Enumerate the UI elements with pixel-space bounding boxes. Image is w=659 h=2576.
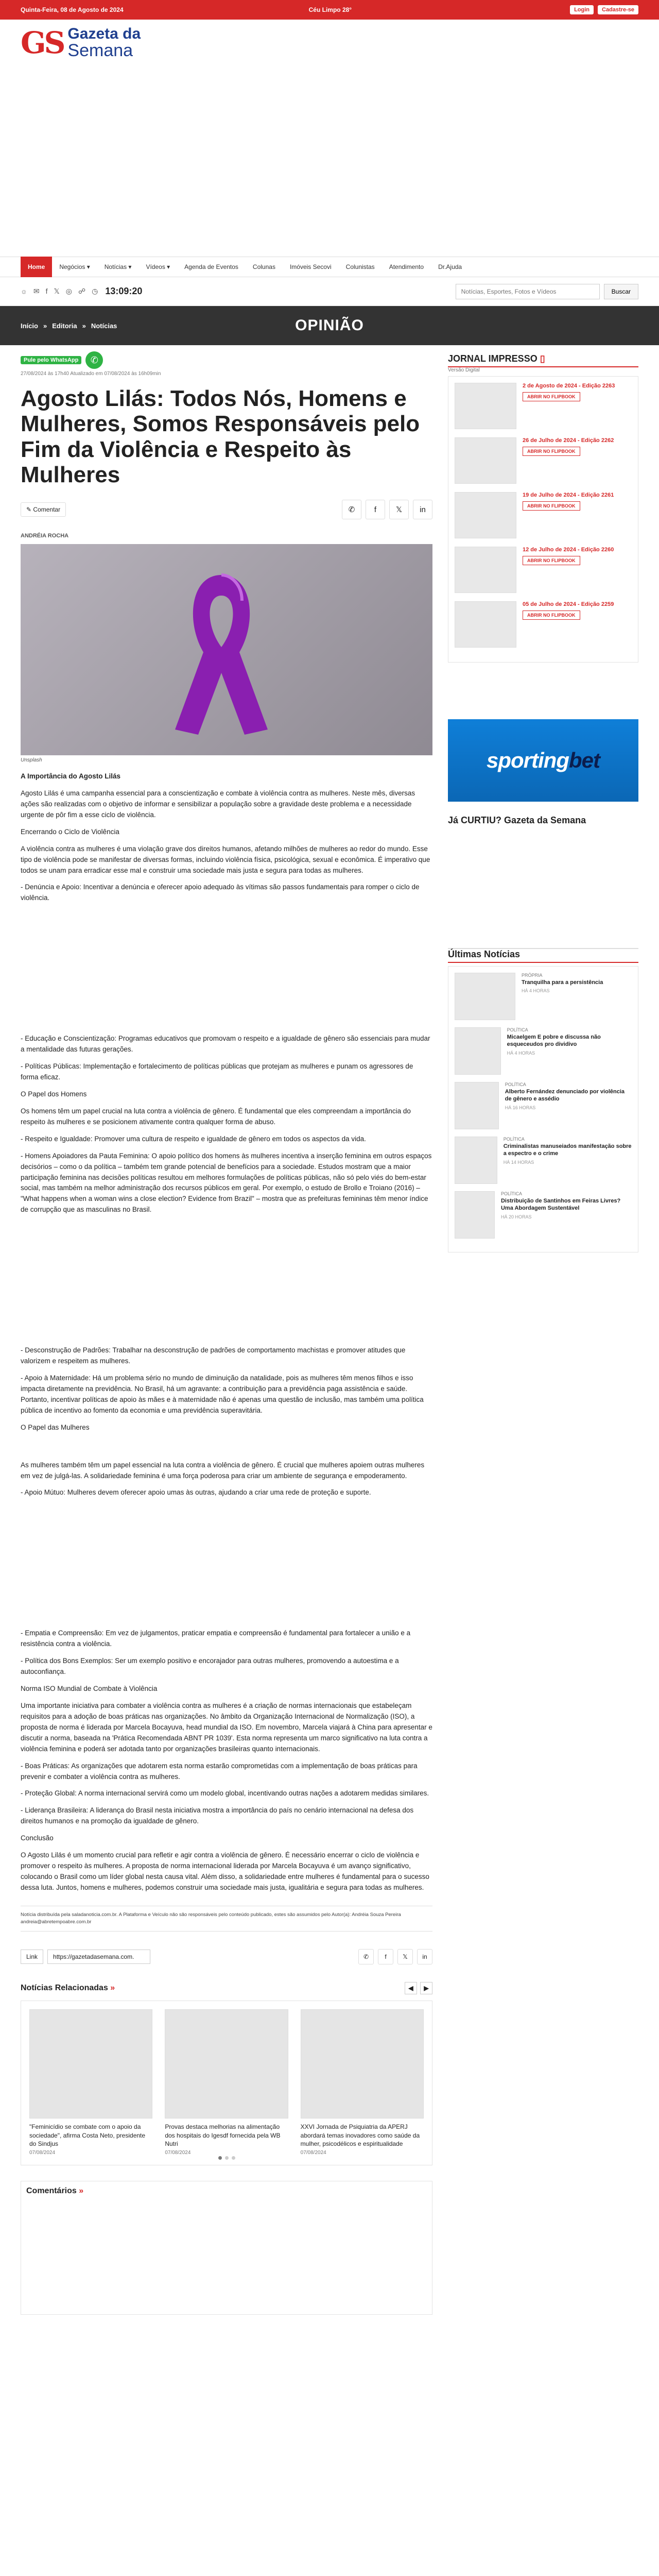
bottom-share-buttons bbox=[358, 1949, 432, 1964]
news-category: PRÓPRIA bbox=[522, 973, 543, 978]
news-title[interactable]: Criminalistas manuseiados manifestação sobre a espectro e o crime bbox=[503, 1143, 632, 1157]
flipbook-button[interactable]: ABRIR NO FLIPBOOK bbox=[523, 611, 580, 620]
nav-item[interactable]: Notícias ▾ bbox=[104, 263, 132, 270]
comment-button[interactable] bbox=[21, 502, 66, 517]
news-item[interactable] bbox=[455, 1191, 632, 1239]
facebook-share-icon[interactable]: f bbox=[366, 500, 385, 519]
article-title: Agosto Lilás: Todos Nós, Homens e Mulheres, Somos Responsáveis pelo Fim da Violência e Respeito às Mulheres bbox=[21, 386, 420, 487]
carousel-dots bbox=[21, 2156, 432, 2160]
article-paragraph: - Políticas Públicas: Implementação e fortalecimento de políticas públicas que protejam as mulheres e punam os agressores de forma eficaz. bbox=[21, 1062, 413, 1081]
news-time: HÁ 16 HORAS bbox=[505, 1105, 536, 1110]
inline-ad-space-3 bbox=[21, 1498, 432, 1622]
nav-item[interactable]: Agenda de Eventos bbox=[184, 263, 238, 270]
clock-readout: 13:09:20 bbox=[105, 286, 143, 296]
related-header bbox=[21, 1982, 432, 1994]
photo-caption: Unsplash bbox=[21, 757, 42, 764]
related-title-text: Provas destaca melhorias na alimentação dos hospitais do Igesdf fornecida pela WB Nutri bbox=[165, 2123, 281, 2147]
jornal-header bbox=[448, 353, 638, 367]
comment-label: Comentar bbox=[33, 506, 61, 514]
news-text bbox=[504, 1137, 632, 1184]
instagram-icon[interactable]: ◎ bbox=[65, 287, 72, 295]
linkedin-share-icon[interactable]: in bbox=[417, 1949, 432, 1964]
jornal-subtitle: Versão Digital bbox=[448, 367, 480, 373]
account-actions bbox=[570, 5, 638, 14]
search-input[interactable] bbox=[456, 284, 600, 299]
edition-cover bbox=[455, 492, 516, 538]
section-title: OPINIÃO bbox=[295, 317, 364, 334]
flipbook-button[interactable]: ABRIR NO FLIPBOOK bbox=[523, 447, 580, 456]
news-title[interactable]: Alberto Fernández denunciado por violência de gênero e assédio bbox=[505, 1089, 625, 1103]
social-like-box bbox=[448, 815, 638, 949]
related-nav bbox=[405, 1982, 432, 1994]
breadcrumb-separator: » bbox=[82, 321, 86, 330]
edition-text bbox=[523, 492, 614, 538]
article-paragraph: Os homens têm um papel crucial na luta contra a violência de gênero. É fundamental que eles compreendam a importância do respeito às mulheres e se posicionem ativamente contra qualquer forma de abuso. bbox=[21, 1107, 411, 1126]
news-title[interactable]: Tranquilha para a persistência bbox=[522, 979, 603, 986]
edition-title: 05 de Julho de 2024 - Edição 2259 bbox=[523, 601, 614, 607]
article-paragraph: Uma importante iniciativa para combater a violência contra as mulheres é a criação de normas internacionais que estabeleçam requisitos para a adoção de boas práticas nas organizações. No âmbito da Organização Internacional de Normalização (ISO), a proposta de norma é liderada por Marcela Bocayuva, head mundial da ISO. Em novembro, Marcela viajará à China para apresentar e discutir a norma, baseada na 'Prática Recomendada ABNT PR 1039'. Esta norma representa um marco significativo na luta contra a violência feminina e poderá ser adotada tanto por organizações brasileiras quanto internacionais. bbox=[21, 1702, 432, 1753]
edition-item[interactable] bbox=[455, 492, 632, 538]
comment-icon: ✎ bbox=[26, 506, 33, 514]
linkedin-share-icon[interactable]: in bbox=[413, 500, 432, 519]
news-text bbox=[522, 973, 603, 1020]
logo-line-2: Semana bbox=[67, 41, 133, 60]
article-paragraph: Agosto Lilás é uma campanha essencial para a conscientização e combate à violência contra as mulheres. Neste mês, diversas ações são realizadas com o objetivo de informar e sensibilizar a população sobre a gravidade deste problema e a necessidade urgente de pôr fim a esse ciclo de violência. bbox=[21, 789, 415, 819]
news-thumbnail bbox=[455, 1027, 501, 1075]
news-item[interactable] bbox=[455, 1027, 632, 1075]
news-category: POLÍTICA bbox=[500, 1191, 522, 1196]
article-paragraph: A violência contra as mulheres é uma violação grave dos direitos humanos, afetando milhões de mulheres ao redor do mundo. Esse tipo de violência pode se manifestar de diversas formas, incluindo violência física, psicológica, sexual e econômica. É imperativo que todos se unam para erradicar esse mal e construir uma sociedade mais justa e segura para todas as mulheres. bbox=[21, 844, 430, 874]
share-icon[interactable]: ✉ bbox=[33, 287, 40, 295]
edition-item[interactable] bbox=[455, 547, 632, 593]
news-category: POLÍTICA bbox=[503, 1137, 525, 1142]
article-disclaimer: Notícia distribuída pela saladanoticia.com.br. A Plataforma e Veículo não são responsáveis pelo conteúdo publicado, estes são assumidos pelo Autor(a): Andréia Souza Pereira andreia@abretempoabre.com.br bbox=[21, 1906, 432, 1932]
news-thumbnail bbox=[455, 1082, 499, 1129]
article-paragraph: - Apoio Mútuo: Mulheres devem oferecer apoio umas às outras, ajudando a criar uma rede de proteção e suporte. bbox=[21, 1488, 371, 1497]
share-row bbox=[21, 500, 432, 519]
weather-readout: Céu Limpo 28° bbox=[308, 6, 352, 13]
comments-title: Comentários bbox=[26, 2187, 77, 2196]
header-ad-space bbox=[0, 66, 659, 257]
edition-title: 26 de Julho de 2024 - Edição 2262 bbox=[523, 437, 614, 444]
article-paragraph: - Respeito e Igualdade: Promover uma cultura de respeito e igualdade de gênero em todos os aspectos da vida. bbox=[21, 1134, 366, 1143]
news-time: HÁ 4 HORAS bbox=[522, 988, 550, 994]
related-image bbox=[29, 2009, 152, 2119]
link-label: Link bbox=[21, 1950, 43, 1964]
facebook-icon[interactable]: f bbox=[45, 287, 48, 295]
nav-item[interactable]: Home bbox=[21, 257, 52, 277]
related-title-text: "Feminicídio se combate com o apoio da sociedade", afirma Costa Neto, presidente do Sindjus bbox=[29, 2123, 146, 2147]
main-nav bbox=[0, 257, 659, 277]
top-bar bbox=[0, 0, 659, 20]
whatsapp-share-icon[interactable]: ✆ bbox=[342, 500, 361, 519]
news-time: HÁ 14 HORAS bbox=[503, 1159, 534, 1165]
related-image bbox=[165, 2009, 288, 2119]
flipbook-button[interactable]: ABRIR NO FLIPBOOK bbox=[523, 556, 580, 565]
article-author: ANDRÉIA ROCHA bbox=[21, 533, 69, 539]
edition-cover bbox=[455, 547, 516, 593]
nav-item[interactable]: Dr.Ajuda bbox=[438, 263, 462, 270]
related-date: 07/08/2024 bbox=[300, 2149, 326, 2156]
jornal-title: JORNAL IMPRESSO bbox=[448, 353, 537, 364]
news-thumbnail bbox=[455, 1191, 495, 1239]
whatsapp-tag[interactable]: Pule pelo WhatsApp bbox=[21, 356, 81, 364]
logo-line-1: Gazeta da bbox=[67, 25, 141, 42]
next-arrow-icon[interactable]: ▶ bbox=[420, 1982, 432, 1994]
link-url-field[interactable]: https://gazetadasemana.com. bbox=[47, 1950, 150, 1964]
article-paragraph: Conclusão bbox=[21, 1834, 54, 1842]
nav-item[interactable]: Colunistas bbox=[345, 263, 375, 270]
article-paragraph: As mulheres também têm um papel essencial na luta contra a violência de gênero. É crucial que mulheres apoiem outras mulheres em vez de julgá-las. A solidariedade feminina é uma força poderosa para criar um ambiente de segurança e empoderamento. bbox=[21, 1461, 425, 1480]
related-card[interactable] bbox=[29, 2009, 152, 2157]
prev-arrow-icon[interactable]: ◀ bbox=[405, 1982, 417, 1994]
nav-item[interactable]: Negócios ▾ bbox=[59, 263, 90, 270]
news-category: POLÍTICA bbox=[507, 1027, 528, 1032]
related-date: 07/08/2024 bbox=[165, 2149, 191, 2156]
article-paragraph: - Proteção Global: A norma internacional servirá como um modelo global, incentivando outras nações a adotarem medidas similares. bbox=[21, 1789, 429, 1798]
news-category: POLÍTICA bbox=[505, 1082, 526, 1087]
news-title[interactable]: Micaelgem E pobre e discussa não esqueceudos pro dividivo bbox=[507, 1034, 601, 1048]
news-text bbox=[507, 1027, 632, 1075]
article-paragraph: - Empatia e Compreensão: Em vez de julgamentos, praticar empatia e compreensão é fundamental para fortalecer a união e a resistência contra a violência. bbox=[21, 1629, 411, 1648]
article-paragraph: - Boas Práticas: As organizações que adotarem esta norma estarão comprometidas com a implementação de boas práticas para prevenir e combater a violência contra as mulheres. bbox=[21, 1761, 418, 1781]
social-icons bbox=[21, 287, 98, 296]
news-text bbox=[501, 1191, 632, 1239]
breadcrumb-separator: » bbox=[43, 321, 47, 330]
news-item[interactable] bbox=[455, 973, 632, 1020]
article-paragraph: - Liderança Brasileira: A liderança do Brasil nesta iniciativa mostra a importância do país no cenário internacional na defesa dos direitos humanos e na promoção da igualdade de gênero. bbox=[21, 1806, 414, 1825]
share-buttons bbox=[342, 500, 432, 519]
edition-text bbox=[523, 601, 614, 648]
ultimas-list bbox=[448, 966, 638, 1252]
edition-item[interactable] bbox=[455, 437, 632, 484]
inline-ad-space-1 bbox=[21, 904, 432, 1027]
related-carousel bbox=[21, 2001, 432, 2165]
x-share-icon[interactable]: 𝕏 bbox=[397, 1949, 413, 1964]
article-paragraph: Encerrando o Ciclo de Violência bbox=[21, 827, 119, 836]
logo-row bbox=[0, 20, 659, 66]
article-tags bbox=[21, 351, 432, 369]
breadcrumb-item[interactable]: Notícias bbox=[91, 321, 117, 330]
article-photo bbox=[21, 544, 432, 755]
site-logo-mark[interactable] bbox=[21, 25, 63, 60]
edition-item[interactable] bbox=[455, 601, 632, 648]
article-paragraph: - Homens Apoiadores da Pauta Feminina: O apoio político dos homens às mulheres incentiva a inserção feminina em outros espaços decisórios – como o da política – também tem grande potencial de benefícios para a sociedade. Estudos mostram que a maior participação feminina nas decisões políticas resultou em melhores formulações de políticas públicas, não só pelo viés do bem-estar social, mas também na melhor administração dos recursos públicos em geral. Por exemplo, o estudo de Brollo e Troiano (2016) – "What happens when a woman wins a close election? Evidence from Brazil" – mostra que as prefeituras femininas têm menor índice de corrupção que as masculinas no Brasil. bbox=[21, 1151, 432, 1214]
content-layout bbox=[0, 345, 659, 2315]
search-box bbox=[456, 284, 638, 299]
logo-mark-text: GS bbox=[21, 25, 64, 60]
x-icon[interactable]: 𝕏 bbox=[54, 287, 60, 295]
whatsapp-icon[interactable]: ✆ bbox=[85, 351, 103, 369]
current-date: Quinta-Feira, 08 de Agosto de 2024 bbox=[21, 6, 124, 13]
edition-text bbox=[523, 547, 614, 593]
article-paragraph: O Papel dos Homens bbox=[21, 1090, 87, 1098]
article-paragraph: - Desconstrução de Padrões: Trabalhar na desconstrução de padrões de comportamento machistas e promover atitudes que valorizem e respeitem as mulheres. bbox=[21, 1346, 406, 1365]
news-thumbnail bbox=[455, 973, 515, 1020]
news-item[interactable] bbox=[455, 1137, 632, 1184]
article-paragraph: A Importância do Agosto Lilás bbox=[21, 772, 121, 781]
edition-cover bbox=[455, 601, 516, 648]
x-share-icon[interactable]: 𝕏 bbox=[389, 500, 409, 519]
nav-item[interactable]: Colunas bbox=[252, 263, 275, 270]
sportingbet-ad[interactable] bbox=[448, 719, 638, 802]
nav-item[interactable]: Imóveis Secovi bbox=[289, 263, 332, 270]
ad-text-b: bet bbox=[568, 748, 600, 772]
breadcrumb bbox=[21, 322, 117, 330]
edition-title: 19 de Julho de 2024 - Edição 2261 bbox=[523, 492, 614, 498]
article-body bbox=[21, 771, 432, 1893]
breadcrumb-item[interactable]: Início bbox=[21, 321, 38, 330]
sub-nav bbox=[0, 277, 659, 306]
article-paragraph: O Agosto Lilás é um momento crucial para refletir e agir contra a violência de gênero. É necessário encerrar o ciclo de violência e promover o respeito às mulheres. A proposta de norma internacional liderada por Marcela Bocayuva é um avanço significativo, colocando o Brasil como um líder global nesta causa vital. Além disso, a solidariedade entre mulheres é fundamental para o sucesso dessa luta. Juntos, homens e mulheres, podemos construir uma sociedade mais justa, igualitária e segura para todas as mulheres. bbox=[21, 1851, 429, 1891]
edition-title: 12 de Julho de 2024 - Edição 2260 bbox=[523, 547, 614, 553]
ad-text-a: sporting bbox=[487, 748, 569, 772]
rss-icon[interactable]: ☍ bbox=[78, 287, 86, 295]
article-column bbox=[21, 345, 432, 2315]
purple-ribbon-image bbox=[154, 565, 288, 740]
article-paragraph: - Denúncia e Apoio: Incentivar a denúncia e oferecer apoio adequado às vítimas são passos fundamentais para romper o ciclo de violência. bbox=[21, 883, 420, 902]
news-item[interactable] bbox=[455, 1082, 632, 1129]
edition-title: 2 de Agosto de 2024 - Edição 2263 bbox=[523, 383, 615, 389]
related-image bbox=[301, 2009, 424, 2119]
whatsapp-share-icon[interactable]: ✆ bbox=[358, 1949, 374, 1964]
chevron-right-icon: » bbox=[76, 2187, 84, 2196]
phone-icon: ▯ bbox=[540, 353, 545, 364]
facebook-share-icon[interactable]: f bbox=[378, 1949, 393, 1964]
article-meta: 27/08/2024 às 17h40 Atualizado em 07/08/2024 às 16h09min bbox=[21, 371, 161, 377]
edition-text bbox=[523, 383, 615, 429]
edition-item[interactable] bbox=[455, 383, 632, 429]
signup-button[interactable]: Cadastre-se bbox=[598, 5, 638, 14]
article-paragraph: - Política dos Bons Exemplos: Ser um exemplo positivo e encorajador para outras mulheres, promovendo a autoestima e a autoconfiança. bbox=[21, 1657, 399, 1676]
related-title: Notícias Relacionadas bbox=[21, 1984, 108, 1993]
sidebar bbox=[448, 345, 638, 2315]
edition-cover bbox=[455, 437, 516, 484]
related-title-text: XXVI Jornada de Psiquiatria da APERJ abordará temas inovadores como saúde da mulher, psicodélicos e espiritualidade bbox=[300, 2123, 420, 2147]
carousel-dot[interactable] bbox=[218, 2156, 222, 2160]
carousel-dot[interactable] bbox=[232, 2156, 235, 2160]
carousel-dot[interactable] bbox=[225, 2156, 229, 2160]
edition-text bbox=[523, 437, 614, 484]
weather-icon[interactable]: ☼ bbox=[21, 287, 27, 295]
ultimas-title: Últimas Notícias bbox=[448, 949, 638, 963]
related-card[interactable] bbox=[165, 2009, 288, 2157]
curtiu-title: Já CURTIU? Gazeta da Semana bbox=[448, 815, 586, 825]
related-date: 07/08/2024 bbox=[29, 2149, 56, 2156]
nav-item[interactable]: Vídeos ▾ bbox=[146, 263, 170, 270]
news-time: HÁ 4 HORAS bbox=[507, 1050, 535, 1056]
flipbook-button[interactable]: ABRIR NO FLIPBOOK bbox=[523, 501, 580, 511]
news-text bbox=[505, 1082, 632, 1129]
link-row bbox=[21, 1949, 432, 1964]
flipbook-button[interactable]: ABRIR NO FLIPBOOK bbox=[523, 392, 580, 401]
news-time: HÁ 20 HORAS bbox=[500, 1214, 532, 1219]
article-paragraph: - Educação e Conscientização: Programas educativos que promovam o respeito e a igualdade de gênero são essenciais para mudar a mentalidade das futuras gerações. bbox=[21, 1035, 430, 1054]
login-button[interactable]: Login bbox=[570, 5, 594, 14]
news-title[interactable]: Distribuição de Santinhos em Feiras Livres? Uma Abordagem Sustentável bbox=[500, 1198, 621, 1212]
breadcrumb-item[interactable]: Editoria bbox=[52, 321, 77, 330]
related-card[interactable] bbox=[301, 2009, 424, 2157]
editions-list bbox=[448, 376, 638, 663]
comments-section bbox=[21, 2181, 432, 2315]
inline-ad-space-2 bbox=[21, 1215, 432, 1339]
nav-item[interactable]: Atendimento bbox=[389, 263, 424, 270]
site-logo-text[interactable] bbox=[67, 26, 141, 59]
article-paragraph: - Apoio à Maternidade: Há um problema sério no mundo de diminuição da natalidade, pois as mulheres têm menos filhos e isso impacta diretamente na previdência. No Brasil, há um agravante: a contribuição para a previdência paga assistência e saúde. Portanto, incentivar políticas de apoio às mães e à maternidade não é apenas uma questão de inclusão, mas também uma política pública de incentivo ao fomento da economia e uma previdência superavitária. bbox=[21, 1374, 424, 1414]
article-paragraph: Norma ISO Mundial de Combate à Violência bbox=[21, 1685, 158, 1693]
section-banner bbox=[0, 306, 659, 345]
chevron-right-icon: » bbox=[108, 1984, 115, 1993]
article-paragraph: O Papel das Mulheres bbox=[21, 1423, 90, 1431]
clock-icon: ◷ bbox=[92, 287, 98, 295]
search-button[interactable]: Buscar bbox=[604, 284, 638, 299]
news-thumbnail bbox=[455, 1137, 497, 1184]
edition-cover bbox=[455, 383, 516, 429]
